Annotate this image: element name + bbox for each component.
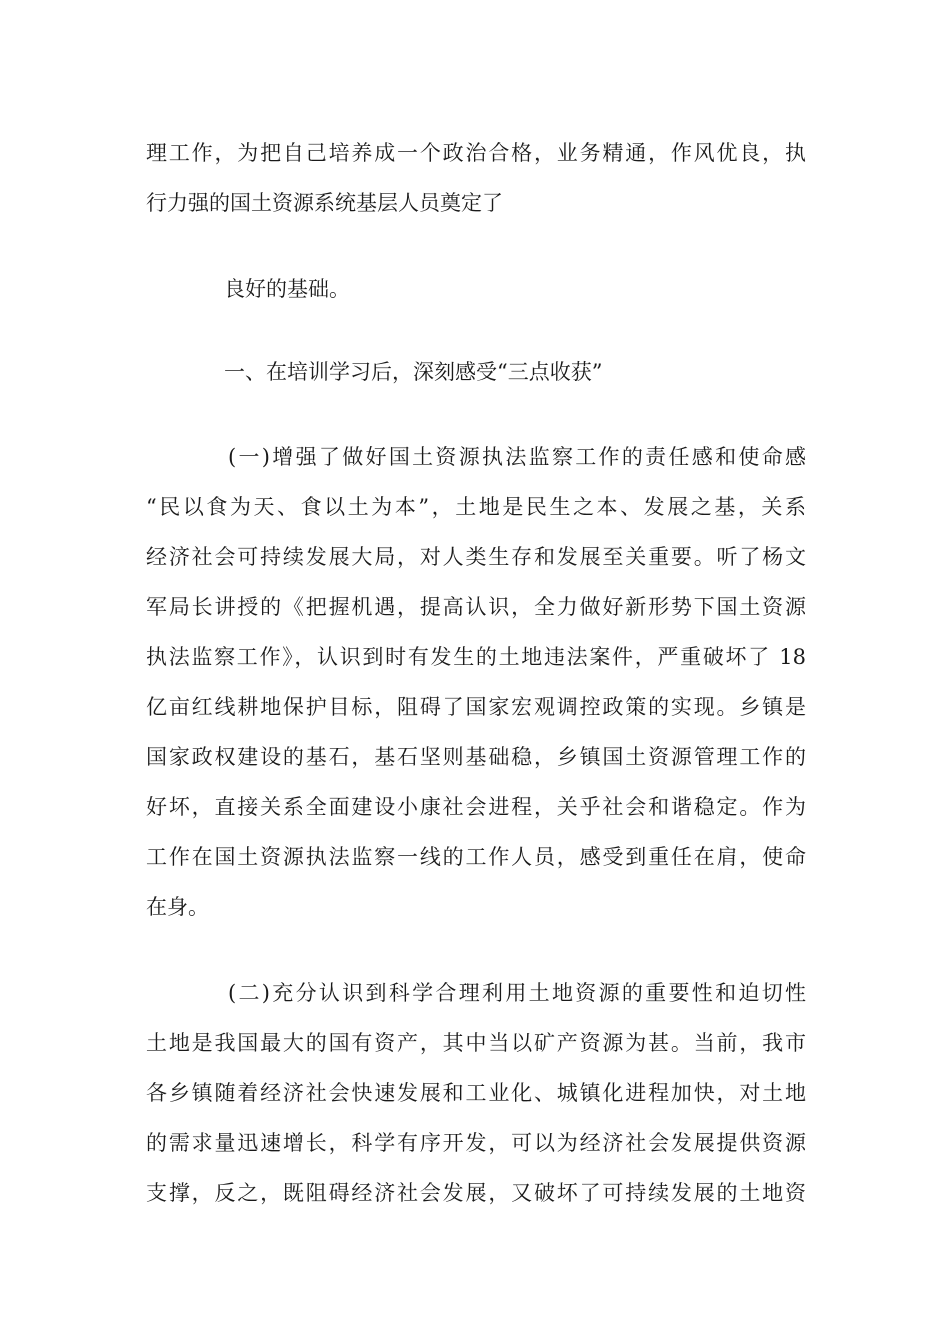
section-title: 一、在培训学习后，深刻感受“三点收获” (224, 360, 603, 384)
paragraph-line: 各乡镇随着经济社会快速发展和工业化、城镇化进程加快，对土地 (146, 1081, 806, 1105)
paragraph-line: 支撑，反之，既阻碍经济社会发展，又破坏了可持续发展的土地资 (146, 1181, 806, 1205)
paragraph-line: 良好的基础。 (224, 277, 350, 301)
paragraph-line: 理工作，为把自己培养成一个政治合格，业务精通，作风优良，执 (146, 141, 806, 165)
paragraph-line: 行力强的国土资源系统基层人员奠定了 (146, 191, 503, 215)
paragraph-line: 的需求量迅速增长，科学有序开发，可以为经济社会发展提供资源 (146, 1131, 806, 1155)
paragraph-line: 国家政权建设的基石，基石坚则基础稳，乡镇国土资源管理工作的 (146, 745, 806, 769)
paragraph-line: 亿亩红线耕地保护目标，阻碍了国家宏观调控政策的实现。乡镇是 (146, 695, 806, 719)
paragraph-line: 军局长讲授的《把握机遇，提高认识，全力做好新形势下国土资源 (146, 595, 806, 619)
paragraph-line: 工作在国土资源执法监察一线的工作人员，感受到重任在肩，使命 (146, 845, 806, 869)
paragraph-line: 经济社会可持续发展大局，对人类生存和发展至关重要。听了杨文 (146, 545, 806, 569)
subsection-heading-1: (一)增强了做好国土资源执法监察工作的责任感和使命感 (228, 445, 806, 469)
paragraph-line: 在身。 (146, 895, 209, 919)
subsection-heading-2: (二)充分认识到科学合理利用土地资源的重要性和迫切性 (228, 981, 806, 1005)
paragraph-line: 好坏，直接关系全面建设小康社会进程，关乎社会和谐稳定。作为 (146, 795, 806, 819)
paragraph-line: “民以食为天、食以土为本”，土地是民生之本、发展之基，关系 (146, 495, 806, 519)
paragraph-line: 执法监察工作》，认识到时有发生的土地违法案件，严重破坏了 18 (146, 645, 806, 669)
paragraph-line: 土地是我国最大的国有资产，其中当以矿产资源为甚。当前，我市 (146, 1031, 806, 1055)
